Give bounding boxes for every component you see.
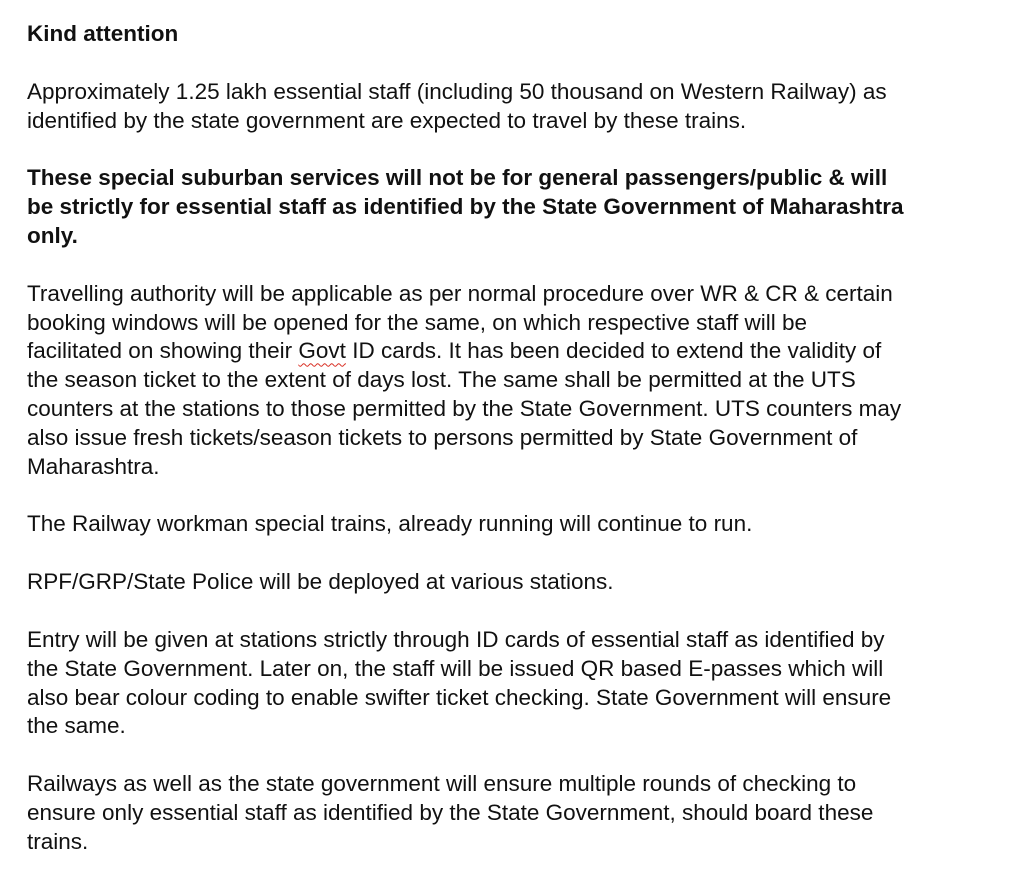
paragraph-multiple-checking: Railways as well as the state government will ensure multiple rounds of checking to ensure only essential staff as identified by the State Government, should board these trains. [27,771,874,854]
paragraph-entry-id-cards: Entry will be given at stations strictly through ID cards of essential staff as identified by the State Government. Later on, the staff will be issued QR based E-passes which will also bear colour coding to enable swifter ticket checking. State Government will ensure the same. [27,626,892,739]
document-heading: Kind attention [27,21,179,46]
paragraph-police-deployment: RPF/GRP/State Police will be deployed at various stations. [27,569,614,595]
travelling-authority-text-after: ID cards. It has been decided to extend the validity of the season ticket to the extent of days lost. The same shall be permitted at the UTS counters at the stations to those permitted by the State Government. UTS counters may also issue fresh tickets/season tickets to persons permitted by State Government of Maharashtra. [27,338,902,479]
travelling-authority-text-before: Travelling authority will be applicable as per normal procedure over WR & CR & certain booking windows will be opened for the same, on which respective staff will be facilitated on showing their [27,280,893,364]
paragraph-travelling-authority [27,280,1012,482]
paragraph-not-for-public: These special suburban services will not be for general passengers/public & will be strictly for essential staff as identified by the State Government of Maharashtra only. [27,165,904,248]
document-body [27,20,1012,857]
paragraph-staff-count: Approximately 1.25 lakh essential staff (including 50 thousand on Western Railway) as identified by the state government are expected to travel by these trains. [27,78,887,133]
spellcheck-marked-word: Govt [298,338,346,364]
paragraph-workman-trains: The Railway workman special trains, already running will continue to run. [27,511,753,537]
